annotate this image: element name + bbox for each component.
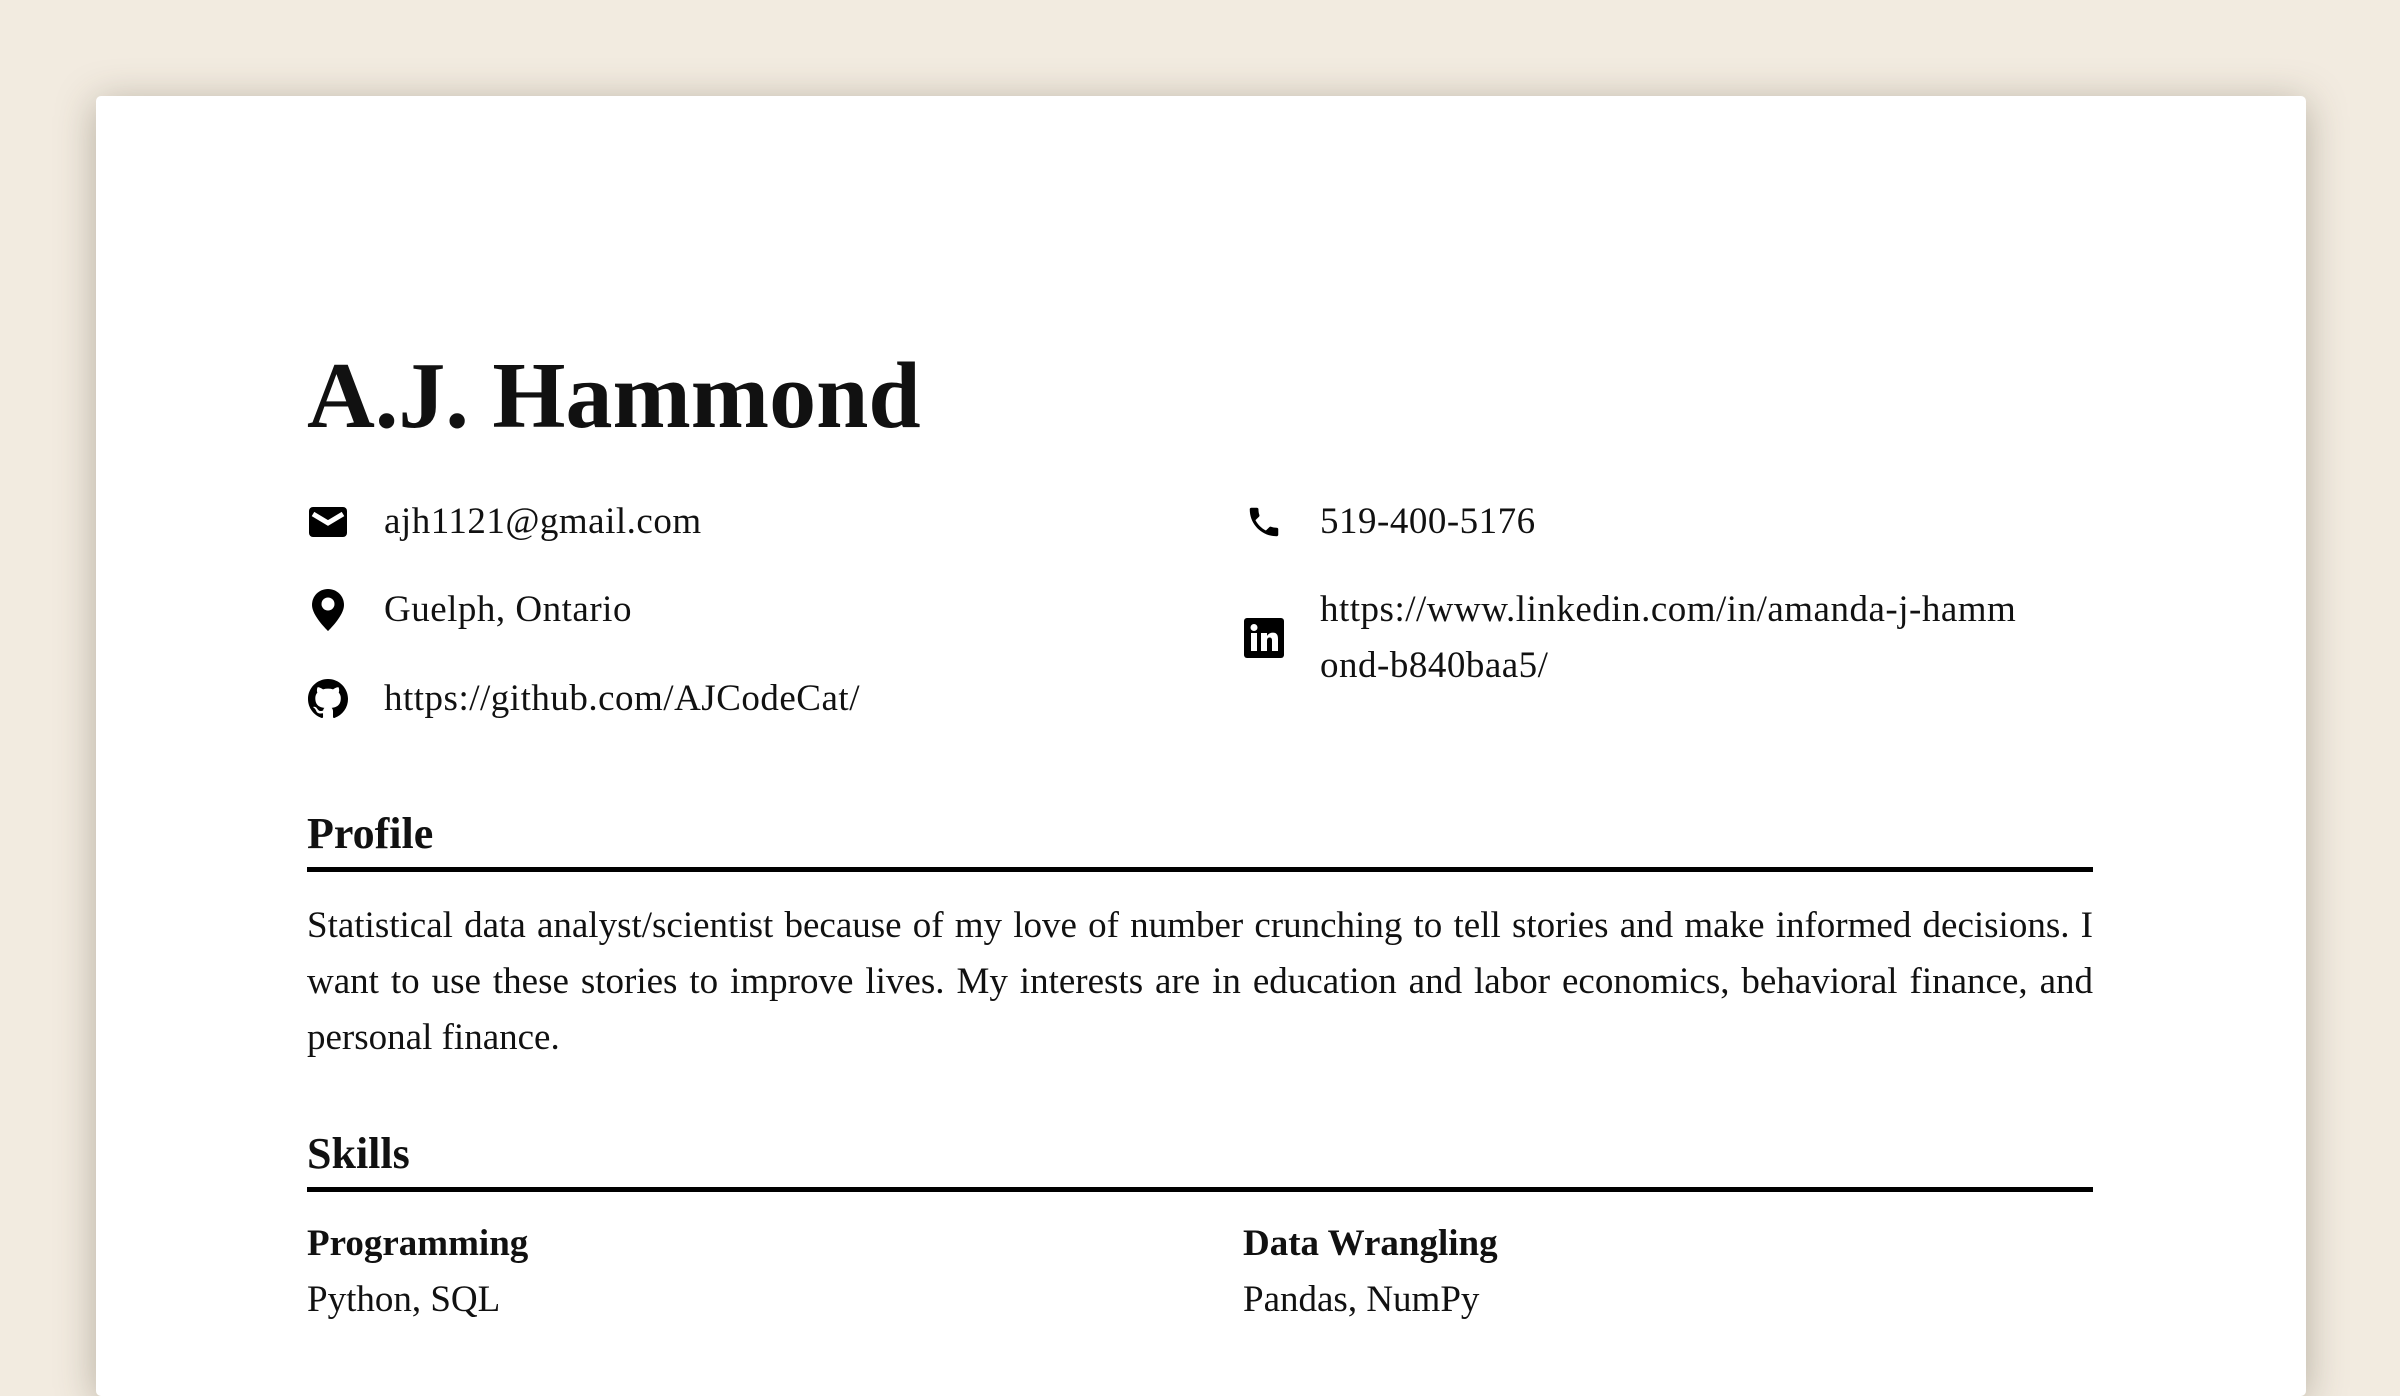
skill-list: Pandas, NumPy xyxy=(1243,1279,1480,1320)
location-text: Guelph, Ontario xyxy=(384,589,632,630)
github-link[interactable]: https://github.com/AJCodeCat/ xyxy=(384,678,860,719)
section-divider-skills xyxy=(307,1187,2093,1192)
contact-github[interactable] xyxy=(307,671,860,727)
section-title-skills: Skills xyxy=(307,1129,410,1178)
contact-phone[interactable] xyxy=(1243,494,1536,550)
profile-paragraph: Statistical data analyst/scientist because of my love of number crunching to tell stories and make informed decisions. I want to use these stories to improve lives. My interests are in education and labor economics, behavioral finance, and personal finance. xyxy=(307,905,2093,1058)
map-pin-icon xyxy=(307,589,349,631)
skill-category: Data Wrangling xyxy=(1243,1223,1498,1264)
phone-text: 519-400-5176 xyxy=(1320,501,1536,542)
contact-email[interactable] xyxy=(307,494,702,550)
section-divider-profile xyxy=(307,867,2093,872)
contact-location xyxy=(307,582,632,638)
skill-group xyxy=(1243,1216,1498,1328)
linkedin-icon xyxy=(1243,617,1285,659)
email-text: ajh1121@gmail.com xyxy=(384,501,702,542)
contact-linkedin[interactable] xyxy=(1243,582,2020,694)
skill-category: Programming xyxy=(307,1223,529,1264)
github-icon xyxy=(307,678,349,720)
linkedin-link[interactable]: https://www.linkedin.com/in/amanda-j-hammond-b840baa5/ xyxy=(1320,589,2017,686)
skill-group xyxy=(307,1216,528,1328)
envelope-icon xyxy=(307,501,349,543)
skill-list: Python, SQL xyxy=(307,1279,501,1320)
phone-icon xyxy=(1243,501,1285,543)
section-title-profile: Profile xyxy=(307,809,434,858)
resume-page xyxy=(96,96,2306,1396)
resume-name: A.J. Hammond xyxy=(307,344,921,448)
